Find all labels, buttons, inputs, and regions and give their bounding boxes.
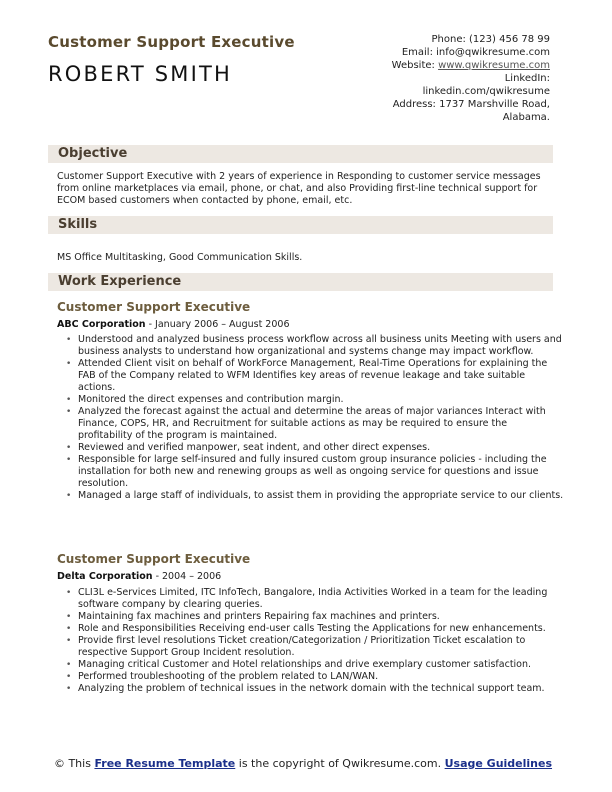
list-item: • Provide first level resolutions Ticket creation/Categorization / Prioritization Ticket escalation to respective Support Group Incident resolution. bbox=[78, 635, 564, 659]
resume-job-title: Customer Support Executive bbox=[48, 33, 295, 51]
copyright-footer bbox=[48, 757, 558, 771]
usage-guidelines-link[interactable]: Usage Guidelines bbox=[444, 757, 553, 770]
linkedin-url: linkedin.com/qwikresume bbox=[422, 86, 550, 97]
list-item: • Analyzing the problem of technical issues in the network domain with the technical support team. bbox=[78, 683, 564, 695]
skills-section-header bbox=[48, 216, 553, 234]
list-item: • Analyzed the forecast against the actual and determine the areas of major variances Interact with Finance, COPS, HR, and Recruitment for suitable actions as may be required to ensure the profitability of the program is maintained. bbox=[78, 406, 564, 442]
website-link[interactable]: www.qwikresume.com bbox=[438, 60, 550, 71]
contact-address-line1: Address: 1737 Marshville Road, bbox=[392, 99, 550, 110]
job-2-duties bbox=[66, 587, 564, 695]
list-item: • Performed troubleshooting of the problem related to LAN/WAN. bbox=[78, 671, 564, 683]
contact-phone: Phone: (123) 456 78 99 bbox=[431, 34, 550, 45]
website-label: Website: bbox=[391, 60, 435, 71]
list-item: • Maintaining fax machines and printers Repairing fax machines and printers. bbox=[78, 611, 564, 623]
contact-address-line2: Alabama. bbox=[502, 112, 550, 123]
contact-block bbox=[310, 33, 550, 124]
job-2-title: Customer Support Executive bbox=[57, 552, 251, 566]
list-item: • Attended Client visit on behalf of WorkForce Management, Real-Time Operations for explaining the FAB of the Company related to WFM Identifies key areas of revenue leakage and take suitable actions. bbox=[78, 358, 564, 394]
footer-middle: is the copyright of Qwikresume.com. bbox=[235, 757, 445, 770]
objective-heading: Objective bbox=[58, 146, 128, 161]
job-1-dates: - January 2006 – August 2006 bbox=[145, 319, 290, 330]
list-item: • Monitored the direct expenses and contribution margin. bbox=[78, 394, 564, 406]
linkedin-label: LinkedIn: bbox=[504, 73, 550, 84]
list-item: • Understood and analyzed business process workflow across all business units Meeting with users and business analysts to understand how organizational and systems change may impact workflow. bbox=[78, 334, 564, 358]
experience-heading: Work Experience bbox=[58, 274, 182, 289]
job-2-employer bbox=[57, 571, 221, 582]
free-resume-template-link[interactable]: Free Resume Template bbox=[94, 757, 236, 770]
candidate-name: ROBERT SMITH bbox=[48, 62, 233, 86]
job-2-company: Delta Corporation bbox=[57, 571, 153, 582]
footer-prefix: © This bbox=[53, 757, 95, 770]
list-item: • CLI3L e-Services Limited, ITC InfoTech, Bangalore, India Activities Worked in a team for the leading software company by clearing queries. bbox=[78, 587, 564, 611]
job-2-dates: - 2004 – 2006 bbox=[152, 571, 222, 582]
contact-website bbox=[310, 59, 550, 72]
contact-email: Email: info@qwikresume.com bbox=[401, 47, 550, 58]
objective-text: Customer Support Executive with 2 years of experience in Responding to customer service messages from online marketplaces via email, phone, or chat, and also Providing first-line technical support for ECOM based customers when contacted by phone, email, etc. bbox=[57, 171, 541, 206]
skills-text: MS Office Multitasking, Good Communication Skills. bbox=[57, 252, 303, 263]
list-item: • Responsible for large self-insured and fully insured custom group insurance policies - including the installation for both new and renewing groups as well as ongoing service for questions and issue resolution. bbox=[78, 454, 564, 490]
skills-heading: Skills bbox=[58, 217, 98, 232]
job-1-company: ABC Corporation bbox=[57, 319, 146, 330]
job-1-duties bbox=[66, 334, 564, 502]
experience-section-header bbox=[48, 273, 553, 291]
job-1-title: Customer Support Executive bbox=[57, 300, 251, 314]
list-item: • Managed a large staff of individuals, to assist them in providing the appropriate service to our clients. bbox=[78, 490, 564, 502]
job-1-employer bbox=[57, 319, 290, 330]
list-item: • Reviewed and verified manpower, seat indent, and other direct expenses. bbox=[78, 442, 564, 454]
list-item: • Managing critical Customer and Hotel relationships and drive exemplary customer satisfaction. bbox=[78, 659, 564, 671]
list-item: • Role and Responsibilities Receiving end-user calls Testing the Applications for new enhancements. bbox=[78, 623, 564, 635]
objective-section-header bbox=[48, 145, 553, 163]
